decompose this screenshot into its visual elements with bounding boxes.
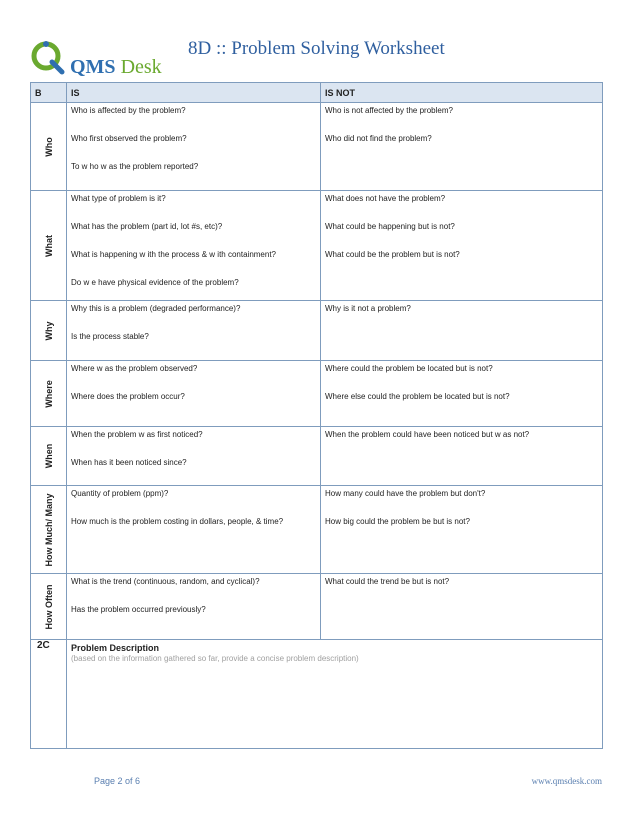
column-header-is: IS bbox=[67, 83, 321, 103]
row-label: Who bbox=[43, 136, 54, 157]
section-code: 2C bbox=[31, 640, 67, 749]
table-row-problem-description bbox=[31, 640, 603, 749]
problem-description-hint: (based on the information gathered so far, provide a concise problem description) bbox=[71, 654, 359, 663]
is-question: Why this is a problem (degraded performance)? bbox=[71, 304, 241, 313]
website-link[interactable]: www.qmsdesk.com bbox=[531, 776, 602, 786]
column-header-b: B bbox=[31, 83, 67, 103]
is-not-question: What does not have the problem? bbox=[325, 194, 446, 203]
is-question: Is the process stable? bbox=[71, 332, 149, 341]
is-cell[interactable] bbox=[67, 103, 321, 191]
is-cell[interactable] bbox=[67, 486, 321, 574]
row-label: When bbox=[43, 443, 54, 469]
row-label: Why bbox=[43, 321, 54, 340]
is-cell[interactable] bbox=[67, 574, 321, 640]
is-cell[interactable] bbox=[67, 301, 321, 361]
table-row-how-much-many bbox=[31, 486, 603, 574]
is-not-question: Where could the problem be located but is not? bbox=[325, 364, 493, 373]
document-title: 8D :: Problem Solving Worksheet bbox=[188, 38, 445, 59]
row-label: What bbox=[43, 234, 54, 257]
is-cell[interactable] bbox=[67, 191, 321, 301]
is-not-cell[interactable] bbox=[321, 103, 603, 191]
is-not-question: What could be the problem but is not? bbox=[325, 250, 460, 259]
is-not-question: How big could the problem be but is not? bbox=[325, 517, 470, 526]
is-not-cell[interactable] bbox=[321, 486, 603, 574]
row-label: How Often bbox=[43, 584, 54, 629]
row-label-cell bbox=[31, 574, 67, 640]
is-question: Quantity of problem (ppm)? bbox=[71, 489, 169, 498]
page-footer bbox=[30, 776, 602, 790]
is-not-cell[interactable] bbox=[321, 301, 603, 361]
is-not-cell[interactable] bbox=[321, 427, 603, 486]
is-question: When the problem w as first noticed? bbox=[71, 430, 203, 439]
table-row-how-often bbox=[31, 574, 603, 640]
problem-description-field[interactable] bbox=[67, 640, 603, 749]
is-question: Has the problem occurred previously? bbox=[71, 605, 206, 614]
is-question: What is the trend (continuous, random, and cyclical)? bbox=[71, 577, 260, 586]
is-not-cell[interactable] bbox=[321, 574, 603, 640]
row-label-cell bbox=[31, 191, 67, 301]
row-label-cell bbox=[31, 486, 67, 574]
is-not-question: How many could have the problem but don't? bbox=[325, 489, 486, 498]
q-logo-icon bbox=[30, 36, 66, 76]
page-number: Page 2 of 6 bbox=[94, 776, 141, 786]
table-row-where bbox=[31, 361, 603, 427]
is-not-question: When the problem could have been noticed but w as not? bbox=[325, 430, 530, 439]
is-not-question: Who did not find the problem? bbox=[325, 134, 432, 143]
page-header bbox=[30, 30, 610, 80]
is-question: What has the problem (part id, lot #s, etc)? bbox=[71, 222, 223, 231]
is-question: Who is affected by the problem? bbox=[71, 106, 186, 115]
is-not-question: Where else could the problem be located but is not? bbox=[325, 392, 510, 401]
is-not-cell[interactable] bbox=[321, 361, 603, 427]
is-question: To w ho w as the problem reported? bbox=[71, 162, 199, 171]
row-label-cell bbox=[31, 301, 67, 361]
row-label-cell bbox=[31, 103, 67, 191]
is-cell[interactable] bbox=[67, 427, 321, 486]
is-question: What is happening w ith the process & w ith containment? bbox=[71, 250, 276, 259]
is-cell[interactable] bbox=[67, 361, 321, 427]
is-question: How much is the problem costing in dollars, people, & time? bbox=[71, 517, 284, 526]
qms-desk-logo bbox=[30, 36, 190, 80]
is-question: When has it been noticed since? bbox=[71, 458, 187, 467]
table-row-who bbox=[31, 103, 603, 191]
table-row-why bbox=[31, 301, 603, 361]
worksheet-table bbox=[30, 82, 603, 749]
logo-primary: QMS bbox=[70, 56, 116, 78]
is-question: Where does the problem occur? bbox=[71, 392, 185, 401]
logo-text bbox=[70, 56, 162, 79]
logo-secondary: Desk bbox=[120, 56, 162, 78]
is-question: Who first observed the problem? bbox=[71, 134, 187, 143]
problem-description-title: Problem Description bbox=[71, 643, 160, 653]
row-label-cell bbox=[31, 361, 67, 427]
is-not-question: What could the trend be but is not? bbox=[325, 577, 450, 586]
table-header-row bbox=[31, 83, 603, 103]
table-row-when bbox=[31, 427, 603, 486]
column-header-is-not: IS NOT bbox=[321, 83, 603, 103]
is-not-question: Who is not affected by the problem? bbox=[325, 106, 453, 115]
is-not-question: Why is it not a problem? bbox=[325, 304, 411, 313]
is-question: Where w as the problem observed? bbox=[71, 364, 198, 373]
row-label: Where bbox=[43, 379, 54, 408]
is-not-cell[interactable] bbox=[321, 191, 603, 301]
row-label-cell bbox=[31, 427, 67, 486]
table-row-what bbox=[31, 191, 603, 301]
is-not-question: What could be happening but is not? bbox=[325, 222, 455, 231]
is-question: Do w e have physical evidence of the problem? bbox=[71, 278, 239, 287]
is-question: What type of problem is it? bbox=[71, 194, 166, 203]
row-label: How Much/ Many bbox=[43, 492, 54, 567]
